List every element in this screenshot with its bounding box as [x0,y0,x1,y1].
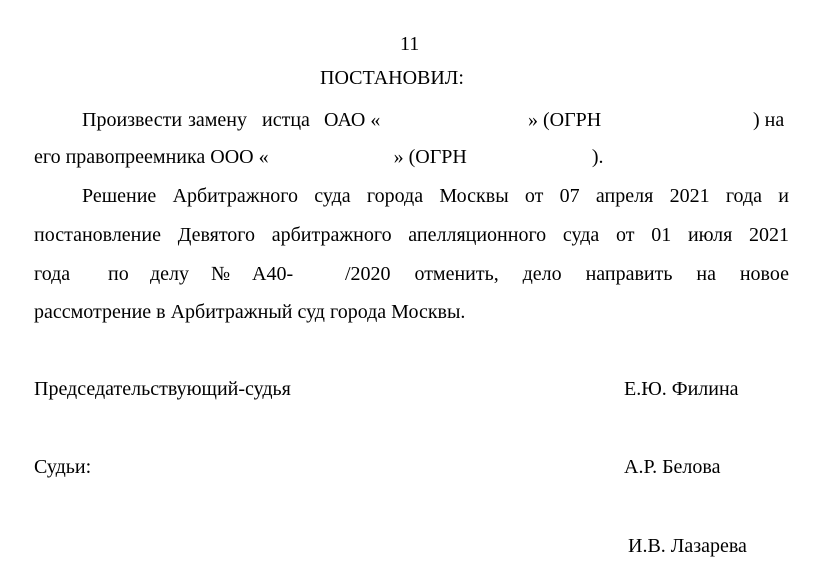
p2-l1-w1: Арбитражного [172,185,298,207]
p2-l3-w0: года [34,263,71,285]
p2-l1-w10: и [778,185,789,207]
p2-l1-w4: Москвы [439,185,509,207]
p2-l1-w6: 07 [559,185,580,207]
p2-l1-w9: года [725,185,763,207]
p1-word-2: истца [262,109,310,131]
p2-l3-w1: по [108,263,129,285]
p2-l1-w5: от [524,185,544,207]
p2-l2-w0: постановление [34,224,161,246]
p2-l3-w3: № [211,263,231,285]
signature-name-judge-2: И.В. Лазарева [628,535,747,557]
signature-name-presiding: Е.Ю. Филина [624,378,739,400]
p2-l2-w6: 01 [651,224,672,246]
p2-line-2 [34,223,789,247]
p2-l2-w1: Девятого [177,224,256,246]
p2-l2-w2: арбитражного [271,224,392,246]
p2-line-3-rest [345,262,789,286]
p2-l2-w7: июля [687,224,733,246]
p2-l2-w8: 2021 [748,224,789,246]
signature-role-judges: Судьи: [34,456,92,478]
p1-word-1: замену [188,109,248,131]
p2-l2-w3: апелляционного [408,224,547,246]
page-number: 11 [400,33,420,55]
signature-name-judge-1: А.Р. Белова [624,456,721,478]
p2-l3-w9: на [696,263,716,285]
p2-line-4: рассмотрение в Арбитражный суд города Москвы. [34,301,466,323]
p2-l2-w4: суда [562,224,600,246]
p2-l3-w7: дело [522,263,562,285]
p2-line-1 [82,184,789,208]
p2-l1-w2: суда [314,185,351,207]
signature-role-presiding: Председательствующий-судья [34,378,291,400]
p2-l2-w5: от [616,224,635,246]
p1-word-3: ОАО « [324,109,381,131]
p1-word-5: ) на [753,109,785,131]
p2-l3-w8: направить [585,263,673,285]
p2-l3-w5: /2020 [345,263,391,285]
p2-l3-w4: А40- [252,263,294,285]
p2-l3-w6: отменить, [414,263,499,285]
p1-word-0: Произвести [82,109,183,131]
ruling-heading: ПОСТАНОВИЛ: [320,67,464,89]
p1-line-2: его правопреемника ООО « » (ОГРН ). [34,146,604,168]
p2-l1-w7: апреля [595,185,654,207]
p2-l1-w0: Решение [82,185,157,207]
p2-l1-w3: города [366,185,424,207]
p2-l3-w2: делу [150,263,190,285]
p2-l1-w8: 2021 [669,185,710,207]
p1-word-4: » (ОГРН [528,109,602,131]
p2-l3-w10: новое [739,263,789,285]
